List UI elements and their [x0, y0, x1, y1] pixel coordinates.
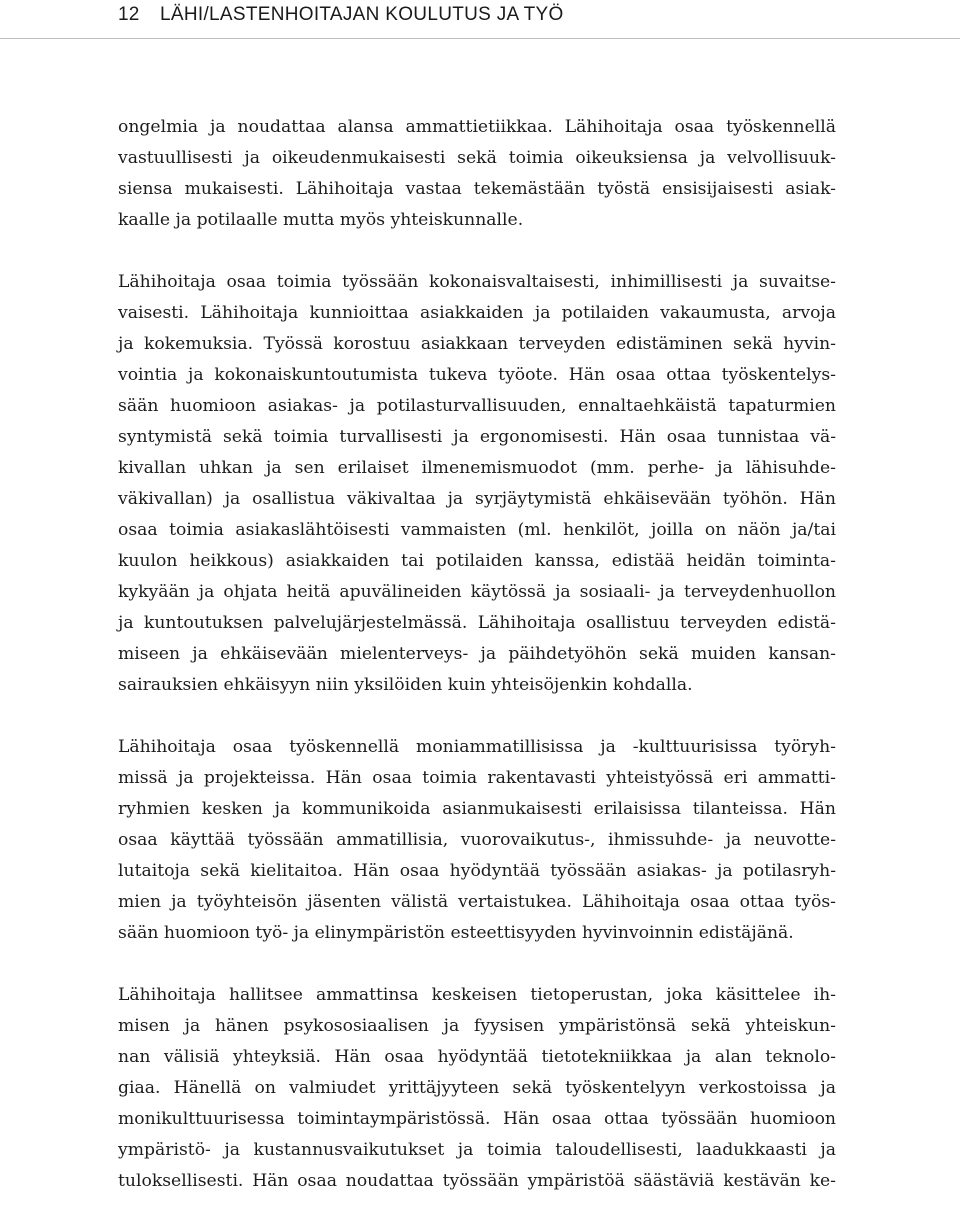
text-line: vaisesti. Lähihoitaja kunnioittaa asiakkaiden ja potilaiden vakaumusta, arvoja — [118, 303, 836, 323]
text-line: misen ja hänen psykososiaalisen ja fyysisen ympäristönsä sekä yhteiskun- — [118, 1016, 836, 1036]
text-line: siensa mukaisesti. Lähihoitaja vastaa tekemästään työstä ensisijaisesti asiak- — [118, 179, 836, 199]
body-text — [118, 112, 836, 1228]
text-line: Lähihoitaja hallitsee ammattinsa keskeisen tietoperustan, joka käsittelee ih- — [118, 985, 836, 1005]
text-line: syntymistä sekä toimia turvallisesti ja ergonomisesti. Hän osaa tunnistaa vä- — [118, 427, 836, 447]
text-line: kykyään ja ohjata heitä apuvälineiden käytössä ja sosiaali- ja terveydenhuollon — [118, 582, 836, 602]
text-line: sään huomioon asiakas- ja potilasturvallisuuden, ennaltaehkäistä tapaturmien — [118, 396, 836, 416]
running-title: LÄHI/LASTENHOITAJAN KOULUTUS JA TYÖ — [160, 4, 564, 25]
text-line: giaa. Hänellä on valmiudet yrittäjyyteen sekä työskentelyyn verkostoissa ja — [118, 1078, 836, 1098]
text-line: nan välisiä yhteyksiä. Hän osaa hyödyntää tietotekniikkaa ja alan teknolo- — [118, 1047, 836, 1067]
text-line: väkivallan) ja osallistua väkivaltaa ja syrjäytymistä ehkäisevään työhön. Hän — [118, 489, 836, 509]
paragraph — [118, 980, 836, 1197]
paragraph — [118, 112, 836, 236]
text-line: lutaitoja sekä kielitaitoa. Hän osaa hyödyntää työssään asiakas- ja potilasryh- — [118, 861, 836, 881]
page-number: 12 — [118, 4, 140, 25]
text-line: kivallan uhkan ja sen erilaiset ilmenemismuodot (mm. perhe- ja lähisuhde- — [118, 458, 836, 478]
text-line: tuloksellisesti. Hän osaa noudattaa työssään ympäristöä säästäviä kestävän ke- — [118, 1171, 836, 1191]
text-line: Lähihoitaja osaa toimia työssään kokonaisvaltaisesti, inhimillisesti ja suvaitse- — [118, 272, 836, 292]
paragraph — [118, 267, 836, 701]
text-line: sairauksien ehkäisyyn niin yksilöiden kuin yhteisöjenkin kohdalla. — [118, 675, 693, 695]
paragraph — [118, 732, 836, 949]
text-line: osaa käyttää työssään ammatillisia, vuorovaikutus-, ihmissuhde- ja neuvotte- — [118, 830, 836, 850]
text-line: ongelmia ja noudattaa alansa ammattietiikkaa. Lähihoitaja osaa työskennellä — [118, 117, 836, 137]
page-header — [0, 0, 960, 39]
text-line: sään huomioon työ- ja elinympäristön esteettisyyden hyvinvoinnin edistäjänä. — [118, 923, 794, 943]
text-line: kuulon heikkous) asiakkaiden tai potilaiden kanssa, edistää heidän toiminta- — [118, 551, 836, 571]
text-line: Lähihoitaja osaa työskennellä moniammatillisissa ja -kulttuurisissa työryh- — [118, 737, 836, 757]
text-line: osaa toimia asiakaslähtöisesti vammaisten (ml. henkilöt, joilla on näön ja/tai — [118, 520, 836, 540]
text-line: ryhmien kesken ja kommunikoida asianmukaisesti erilaisissa tilanteissa. Hän — [118, 799, 836, 819]
text-line: kaalle ja potilaalle mutta myös yhteiskunnalle. — [118, 210, 524, 230]
text-line: monikulttuurisessa toimintaympäristössä. Hän osaa ottaa työssään huomioon — [118, 1109, 836, 1129]
text-line: ympäristö- ja kustannusvaikutukset ja toimia taloudellisesti, laadukkaasti ja — [118, 1140, 836, 1160]
text-line: missä ja projekteissa. Hän osaa toimia rakentavasti yhteistyössä eri ammatti- — [118, 768, 836, 788]
text-line: miseen ja ehkäisevään mielenterveys- ja päihdetyöhön sekä muiden kansan- — [118, 644, 836, 664]
text-line: vastuullisesti ja oikeudenmukaisesti sekä toimia oikeuksiensa ja velvollisuuk- — [118, 148, 836, 168]
text-line: vointia ja kokonaiskuntoutumista tukeva työote. Hän osaa ottaa työskentelys- — [118, 365, 836, 385]
text-line: mien ja työyhteisön jäsenten välistä vertaistukea. Lähihoitaja osaa ottaa työs- — [118, 892, 836, 912]
text-line: ja kokemuksia. Työssä korostuu asiakkaan terveyden edistäminen sekä hyvin- — [118, 334, 836, 354]
text-line: ja kuntoutuksen palvelujärjestelmässä. Lähihoitaja osallistuu terveyden edistä- — [118, 613, 836, 633]
